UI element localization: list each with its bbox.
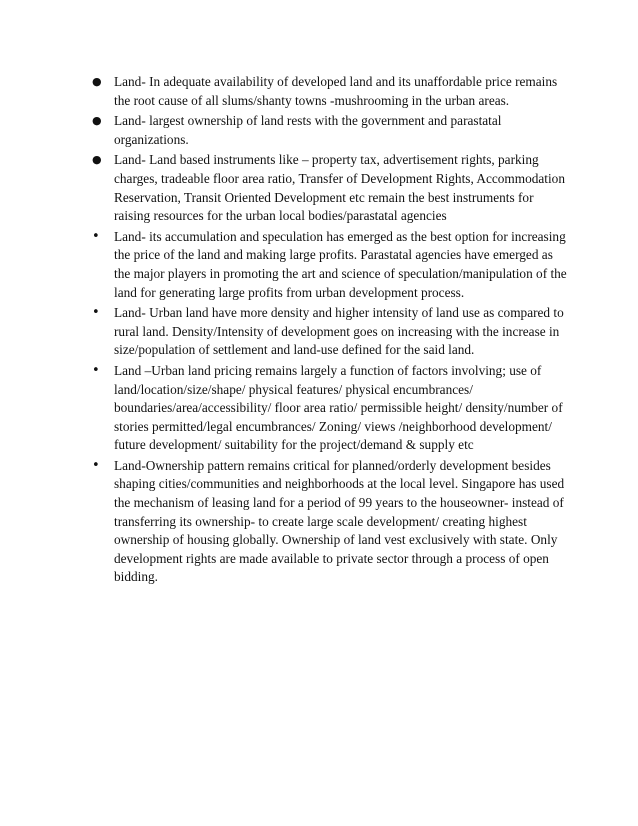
list-item-text: Land- Land based instruments like – property tax, advertisement rights, parking charges, tradeable floor area ratio, Transfer of Development Rights, Accommodation Reservation, Transit Oriented Development etc remain the best instruments for raising resources for the urban local bodies/parastatal agencies [114, 152, 565, 224]
bullet-icon: ● [92, 114, 102, 128]
bullet-list [92, 73, 572, 589]
list-item [92, 362, 572, 455]
bullet-icon: • [92, 305, 100, 321]
bullet-icon: • [92, 228, 100, 244]
list-item-text: Land –Urban land pricing remains largely a function of factors involving; use of land/location/size/shape/ physical features/ physical encumbrances/ boundaries/area/accessibility/ floor area ratio/ permissible height/ density/number of stories permitted/legal encumbrances/ Zoning/ views /neighborhood development/ future development/ suitability for the project/demand & supply etc [114, 362, 563, 453]
bullet-icon: ● [92, 153, 102, 167]
list-item-text: Land-Ownership pattern remains critical for planned/orderly development besides shaping cities/communities and neighborhoods at the local level. Singapore has used the mechanism of leasing land for a period of 99 years to the houseowner- instead of transferring its ownership- to create large scale development/ creating highest ownership of housing globally. Ownership of land vest exclusively with state. Only development rights are made available to private sector through a process of open bidding. [114, 457, 565, 585]
list-item [92, 304, 572, 360]
list-item [92, 112, 572, 149]
bullet-icon: • [92, 457, 100, 473]
list-item [92, 73, 572, 110]
list-item [92, 457, 572, 587]
bullet-icon: ● [92, 75, 102, 88]
list-item-text: Land- Urban land have more density and higher intensity of land use as compared to rural land. Density/Intensity of development goes on increasing with the increase in size/population of settlement and land-use defined for the said land. [114, 305, 564, 358]
bullet-icon: • [92, 362, 100, 378]
list-item-text: Land- largest ownership of land rests with the government and parastatal organizations. [114, 113, 502, 147]
list-item-text: Land- its accumulation and speculation has emerged as the best option for increasing the price of the land and making large profits. Parastatal agencies have emerged as the major players in promoting the art and science of speculation/manipulation of the land for generating large profits from urban development process. [114, 228, 567, 300]
list-item [92, 228, 572, 302]
list-item-text: Land- In adequate availability of developed land and its unaffordable price remains the root cause of all slums/shanty towns -mushrooming in the urban areas. [114, 74, 558, 108]
list-item [92, 151, 572, 225]
